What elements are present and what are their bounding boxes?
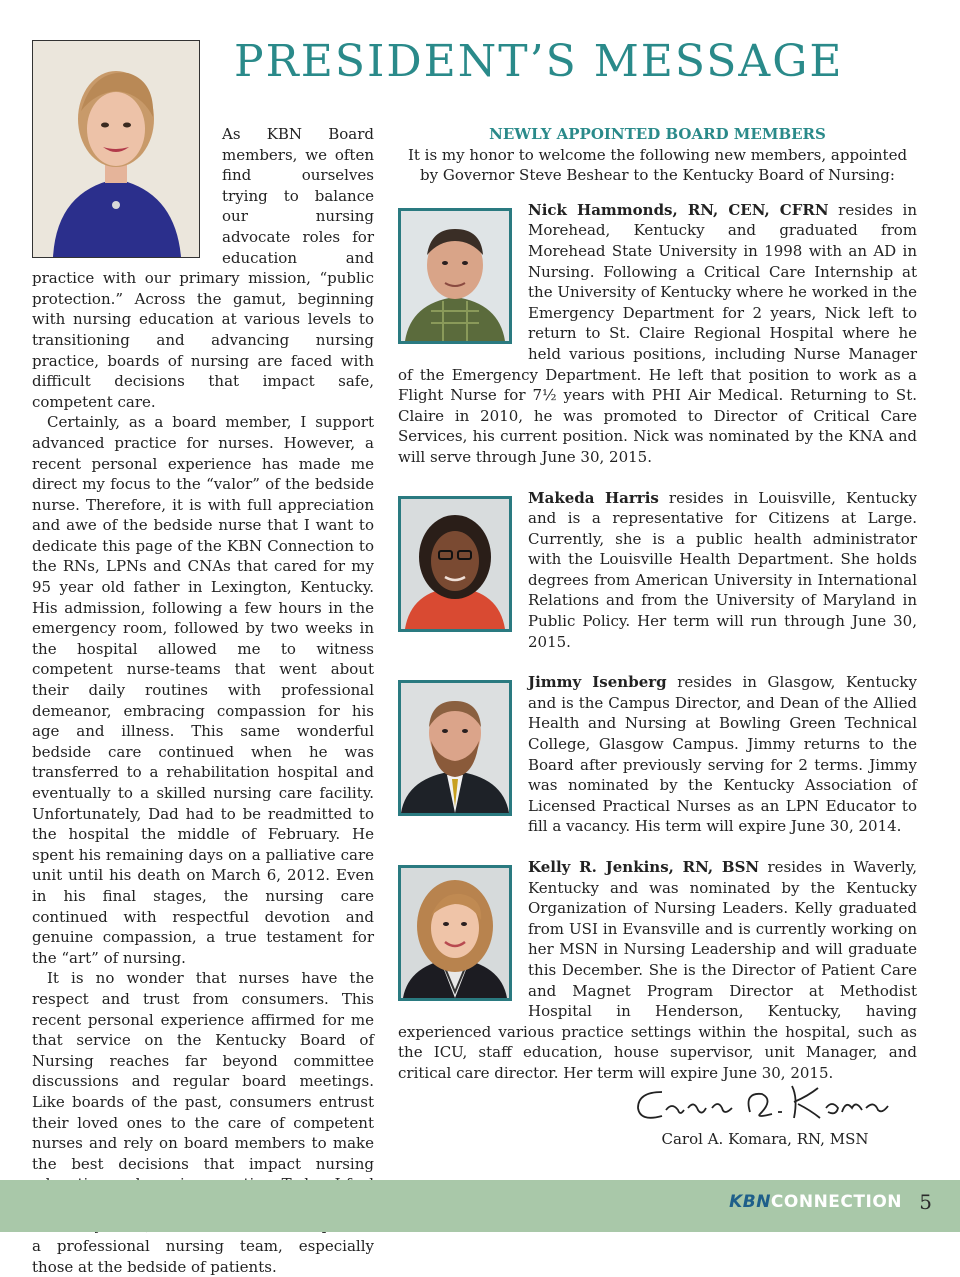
- member-bio: resides in Louisville, Kentucky and is a representative for Citizens at Large. Currently, she is a public health administrator with the Louisville Health Department. She holds degrees from American University in International Relations and from the University of Maryland in Public Policy. Her term will run through June 30, 2015.: [528, 488, 917, 651]
- member-bio: resides in Waverly, Kentucky and was nominated by the Kentucky Organization of Nursing Leaders. Kelly graduated from USI in Evansville and is currently working on her MSN in Nursing Leadership and will graduate this December. She is the Director of Patient Care and Magnet Program Director at Methodist Hospital in Henderson, Kentucky, having experienced various practice settings within the hospital, such as the ICU, staff education, house supervisor, unit Manager, and critical care director. Her term will expire June 30, 2015.: [398, 858, 918, 1082]
- member-photo: [398, 496, 512, 632]
- footer-band: [0, 1180, 960, 1232]
- member-name: Kelly R. Jenkins, RN, BSN: [528, 858, 760, 876]
- section-intro: It is my honor to welcome the following new members, appointed by Governor Steve Beshear to the Kentucky Board of Nursing:: [407, 145, 908, 185]
- letter-paragraph: Certainly, as a board member, I support advanced practice for nurses. However, a recent personal experience has made me direct my focus to the “valor” of the bedside nurse. Therefore, it is with full appreciation and awe of the bedside nurse that I want to dedicate this page of the KBN Connection to the RNs, LPNs and CNAs that cared for my 95 year old father in Lexington, Kentucky. His admission, following a few hours in the emergency room, followed by two weeks in the hospital allowed me to witness competent nurse-teams that went about their daily routines with professional demeanor, embracing compassion for his age and illness. This same wonderful bedside care continued when he was transferred to a rehabilitation hospital and eventually to a skilled nursing care facility. Unfortunately, Dad had to be readmitted to the hospital the middle of February. He spent his remaining days on a palliative care unit until his death on March 6, 2012. Even in his final stages, the nursing care continued with respectful devotion and genuine compassion, a true testament for the “art” of nursing.: [32, 413, 374, 967]
- member-photo: [398, 865, 512, 1001]
- logo-kbn: KBN: [729, 1192, 771, 1212]
- member-entry: [398, 672, 917, 837]
- member-name: Nick Hammonds, RN, CEN, CFRN: [528, 200, 829, 219]
- letter-paragraph: As KBN Board members, we often find ourselves trying to balance our nursing advocate roles for education and practice with our primary mission, “public protection.” Across the gamut, beginning with nursing education at various levels to transitioning and advancing nursing practice, boards of nursing are faced with difficult decisions that impact safe, competent care.: [32, 125, 374, 411]
- member-bio: resides in Morehead, Kentucky and graduated from Morehead State University in 1998 with an AD in Nursing. Following a Critical Care Internship at the University of Kentucky where he worked in the Emergency Department for 2 years, Nick left to return to St. Claire Regional Hospital where he held various positions, including Nurse Manager of the Emergency Department. He left that position to work as a Flight Nurse for 7½ years with PHI Air Medical. Returning to St. Claire in 2010, he was promoted to Director of Critical Care Services, his current position. Nick was nominated by the KNA and will serve through June 30, 2015.: [398, 200, 917, 466]
- signature-name: Carol A. Komara, RN, MSN: [661, 1130, 869, 1148]
- photo-wrap-spacer: [32, 116, 222, 258]
- signature: [632, 1078, 892, 1128]
- letter-paragraph: It is no wonder that nurses have the respect and trust from consumers. This recent personal experience affirmed for me that service on the Kentucky Board of Nursing reaches far beyond committee discussions and regular board meetings. Like boards of the past, consumers entrust their loved ones to the care of competent nurses and rely on board members to make the best decisions that impact nursing a professional nursing team, especially those at the bedside of patients.: [32, 969, 374, 1276]
- section-heading: NEWLY APPOINTED BOARD MEMBERS: [489, 125, 826, 143]
- member-bio: resides in Glasgow, Kentucky and is the Campus Director, and Dean of the Allied Health and Nursing at Bowling Green Technical College, Glasgow Campus. Jimmy returns to the Board after previously serving for 2 terms. Jimmy was nominated by the Kentucky Association of Licensed Practical Nurses as an LPN Educator to fill a vacancy. His term will expire June 30, 2014.: [528, 673, 917, 836]
- page-number: 5: [919, 1190, 932, 1214]
- publication-logo: [729, 1192, 902, 1212]
- member-entry: [398, 488, 917, 653]
- member-name: Makeda Harris: [528, 488, 659, 507]
- page-title: PRESIDENT’S MESSAGE: [234, 36, 844, 87]
- new-board-members-section: [398, 124, 917, 1104]
- member-entry: [398, 857, 917, 1084]
- member-photo: [398, 680, 512, 816]
- member-entry: [398, 200, 917, 468]
- president-letter: [32, 124, 374, 1277]
- member-photo: [398, 208, 512, 344]
- member-name: Jimmy Isenberg: [528, 673, 667, 692]
- logo-connection: CONNECTION: [770, 1192, 902, 1212]
